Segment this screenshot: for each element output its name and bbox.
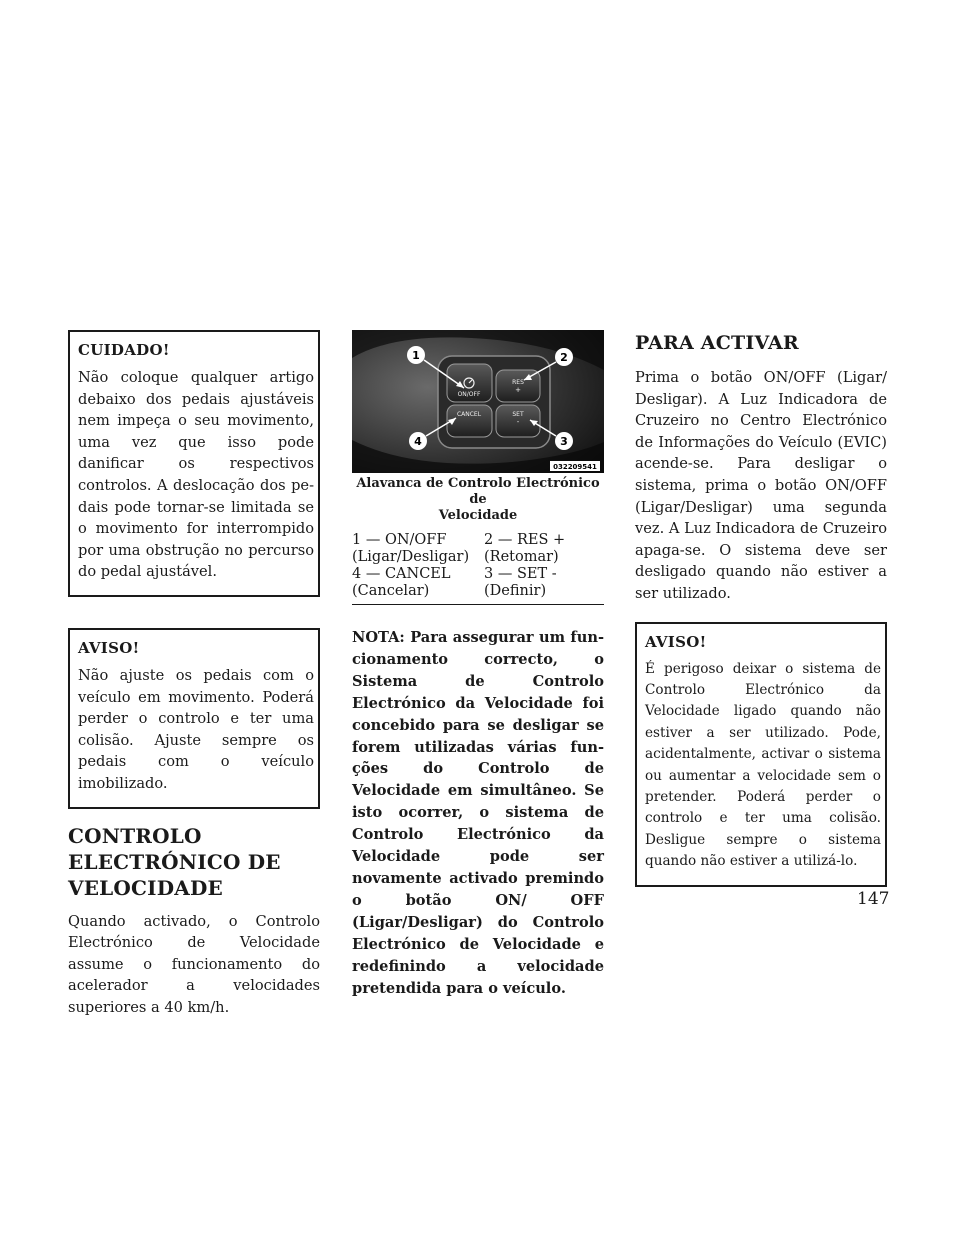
legend-text: 4 — CANCEL bbox=[352, 566, 451, 582]
column-middle bbox=[352, 330, 604, 999]
legend-text: (Definir) bbox=[484, 583, 547, 599]
label-res-symbol: + bbox=[515, 386, 521, 394]
callout-1: 1 bbox=[412, 349, 420, 362]
legend-text: 1 — ON/OFF bbox=[352, 532, 447, 548]
cruise-control-lever-figure bbox=[352, 330, 604, 473]
section-title-line-3: VELOCIDADE bbox=[68, 875, 223, 900]
section-body-text: Quando activado, o Controlo Electrónico de Velocidade assume o funcionamento do acelerador a velocidades superiores a 40 km/h. bbox=[68, 912, 320, 1016]
column-right bbox=[635, 330, 887, 887]
callout-4: 4 bbox=[414, 435, 422, 448]
legend-text: 2 — RES + bbox=[484, 532, 566, 548]
caution-text: Não coloque qualquer artigo debaixo dos pedais ajustáveis nem impeça o seu movimento, uma vez que isso pode danificar os respectivos controlos. A deslocação dos pedais pode tornar-se limitada se o movimento for interrompido por uma obstrução no percurso do pedal ajustável. bbox=[78, 369, 314, 581]
warning-box-pedals bbox=[68, 628, 320, 809]
warning-box-cruise bbox=[635, 622, 887, 887]
legend-row bbox=[352, 532, 604, 566]
figure-caption bbox=[352, 476, 604, 524]
page-number: 147 bbox=[857, 889, 890, 909]
legend-item-cancel bbox=[352, 566, 484, 600]
caution-box bbox=[68, 330, 320, 597]
legend-item-set bbox=[484, 566, 604, 600]
section-title-cruise-control bbox=[68, 823, 320, 901]
callout-2: 2 bbox=[560, 351, 568, 364]
legend-text: (Ligar/Desligar) bbox=[352, 549, 470, 565]
section-title-line-1: CONTROLO bbox=[68, 823, 202, 848]
label-cancel: CANCEL bbox=[456, 411, 482, 418]
warning-title: AVISO! bbox=[78, 638, 140, 657]
legend-text: (Cancelar) bbox=[352, 583, 430, 599]
legend-text: (Retomar) bbox=[484, 549, 559, 565]
figure-caption-line-2: Velocidade bbox=[438, 508, 518, 523]
label-set: SET bbox=[512, 411, 524, 418]
activate-body-text: Prima o botão ON/OFF (Ligar/ Desligar). A Luz Indicadora de Cruzeiro no Centro Electrónico de Informações do Veículo (EVIC) acende-se. Para desligar o sistema, prima o botão ON/OFF (Ligar/Desligar) uma segunda vez. A Luz Indicadora de Cruzeiro apaga-se. O sistema deve ser desligado quando não estiver a ser utilizado. bbox=[635, 369, 887, 602]
legend-item-res bbox=[484, 532, 604, 566]
section-title-line-2: ELECTRÓNICO DE bbox=[68, 849, 281, 874]
column-left bbox=[68, 330, 320, 1018]
cruise-control-illustration bbox=[352, 330, 604, 473]
callout-3: 3 bbox=[560, 435, 568, 448]
section-title-activate: PARA ACTIVAR bbox=[635, 332, 799, 354]
image-code: 032209541 bbox=[553, 463, 597, 471]
legend-item-onoff bbox=[352, 532, 484, 566]
figure-caption-line-1: Alavanca de Controlo Electrónico de bbox=[356, 476, 600, 507]
warning-text: Não ajuste os pedais com o veículo em movimento. Poderá perder o controlo e ter uma colisão. Ajuste sempre os pedais com o veículo imobilizado. bbox=[78, 666, 314, 792]
label-onoff: ON/OFF bbox=[457, 391, 481, 398]
warning-title: AVISO! bbox=[645, 632, 707, 651]
legend-row bbox=[352, 566, 604, 600]
warning-text: É perigoso deixar o sistema de Controlo Electrónico da Velocidade ligado quando não estiver a ser utilizado. Pode, acidentalmente, activar o sistema ou aumentar a velocidade sem o pretender. Poderá perder o controlo e ter uma colisão. Desligue sempre o sistema quando não estiver a utilizá-lo. bbox=[645, 660, 881, 870]
legend-text: 3 — SET - bbox=[484, 566, 557, 582]
note-paragraph: NOTA: Para assegurar um funcionamento correcto, o Sistema de Controlo Electrónico da Velocidade foi concebido para se desligar se forem utilizadas várias funções do Controlo de Velocidade em simultâneo. Se isto ocorrer, o sistema de Controlo Electrónico da Velocidade pode ser novamente activado premindo o botão ON/ OFF (Ligar/Desligar) do Controlo Electrónico de Velocidade e redefinindo a velocidade pretendida para o veículo. bbox=[352, 629, 604, 997]
label-res: RES bbox=[512, 379, 524, 386]
label-set-symbol: - bbox=[516, 418, 520, 426]
caution-title: CUIDADO! bbox=[78, 341, 170, 359]
button-legend bbox=[352, 532, 604, 605]
